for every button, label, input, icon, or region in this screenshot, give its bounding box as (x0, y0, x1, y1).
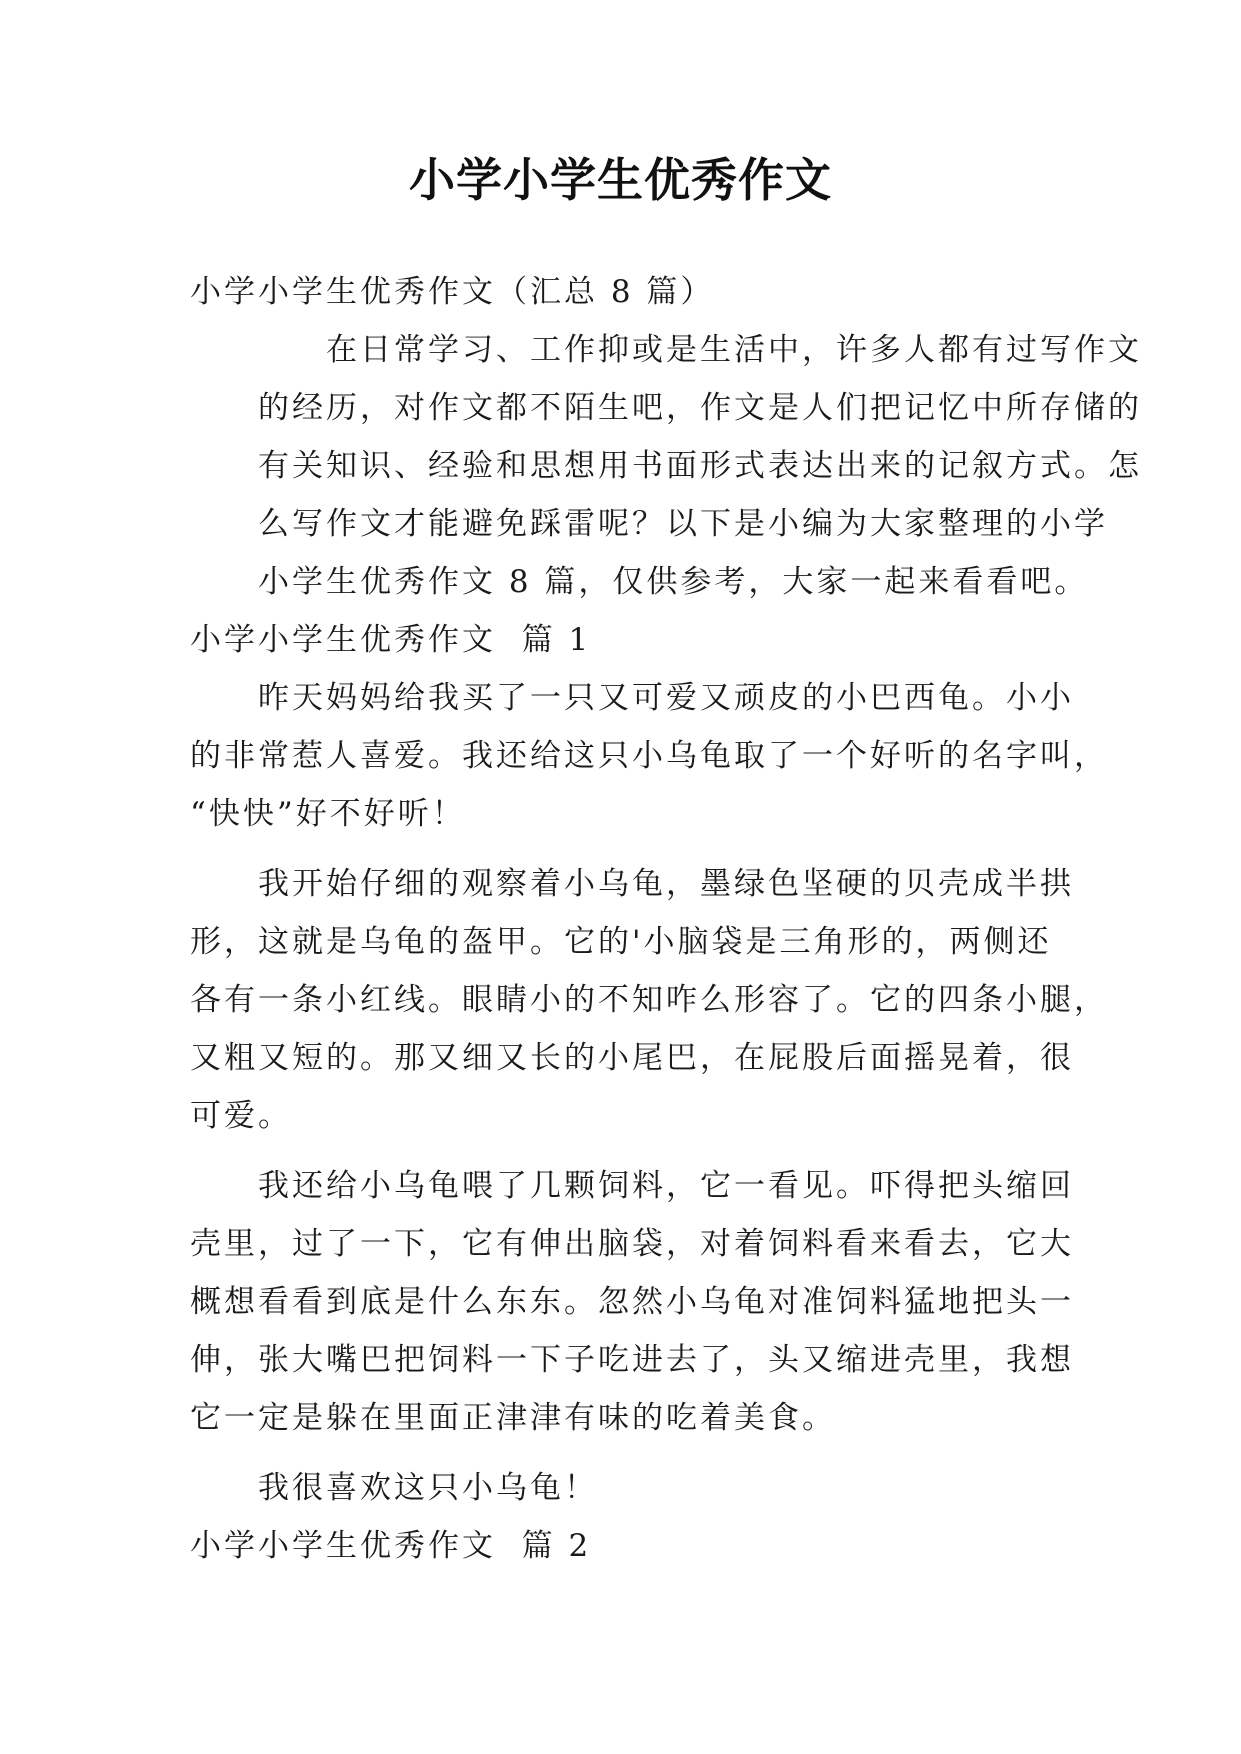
section1-paragraph-4 (190, 1459, 1056, 1517)
text-line: 各有一条小红线。眼睛小的不知咋么形容了。它的四条小腿， (190, 982, 1108, 1018)
text-line: 伸，张大嘴巴把饲料一下子吃进去了，头又缩进壳里，我想 (190, 1342, 1074, 1378)
text-line: 昨天妈妈给我买了一只又可爱又顽皮的小巴西龟。小小 (258, 680, 1074, 716)
text-line: 又粗又短的。那又细又长的小尾巴，在屁股后面摇晃着，很 (190, 1040, 1074, 1076)
page-title: 小学小学生优秀作文 (409, 153, 832, 207)
text-line: 在日常学习、工作抑或是生活中，许多人都有过写作文 (326, 332, 1142, 368)
paragraph-gap (190, 1145, 1056, 1157)
paragraph-gap (190, 1447, 1056, 1459)
text-line: 可爱。 (190, 1098, 292, 1134)
text-line: 它一定是躲在里面正津津有味的吃着美食。 (190, 1400, 836, 1436)
text-line: 有关知识、经验和思想用书面形式表达出来的记叙方式。怎 (258, 448, 1142, 484)
text-line: 我很喜欢这只小乌龟！ (258, 1470, 598, 1506)
text-line: 壳里，过了一下，它有伸出脑袋，对着饲料看来看去，它大 (190, 1226, 1074, 1262)
text-line: 概想看看到底是什么东东。忽然小乌龟对准饲料猛地把头一 (190, 1284, 1074, 1320)
section1-paragraph-2 (190, 855, 1108, 1145)
text-line: 的非常惹人喜爱。我还给这只小乌龟取了一个好听的名字叫， (190, 738, 1108, 774)
section-heading-2: 小学小学生优秀作文 篇 2 (190, 1528, 592, 1564)
intro-paragraph (190, 321, 1142, 611)
text-line: 的经历，对作文都不陌生吧，作文是人们把记忆中所存储的 (258, 390, 1142, 426)
text-line: 小学生优秀作文 8 篇，仅供参考，大家一起来看看吧。 (258, 564, 1089, 600)
text-line: “快快”好不好听！ (190, 796, 466, 832)
paragraph-gap (190, 843, 1056, 855)
section1-paragraph-1 (190, 669, 1108, 843)
section-heading-1: 小学小学生优秀作文 篇 1 (190, 622, 592, 658)
text-line: 我还给小乌龟喂了几颗饲料，它一看见。吓得把头缩回 (258, 1168, 1074, 1204)
text-line: 么写作文才能避免踩雷呢？以下是小编为大家整理的小学 (258, 506, 1108, 542)
document-body (190, 263, 1142, 1575)
text-line: 我开始仔细的观察着小乌龟，墨绿色坚硬的贝壳成半拱 (258, 866, 1074, 902)
section1-paragraph-3 (190, 1157, 1074, 1447)
text-line: 形，这就是乌龟的盔甲。它的'小脑袋是三角形的，两侧还 (190, 924, 1052, 960)
document-subtitle: 小学小学生优秀作文（汇总 8 篇） (190, 274, 715, 310)
